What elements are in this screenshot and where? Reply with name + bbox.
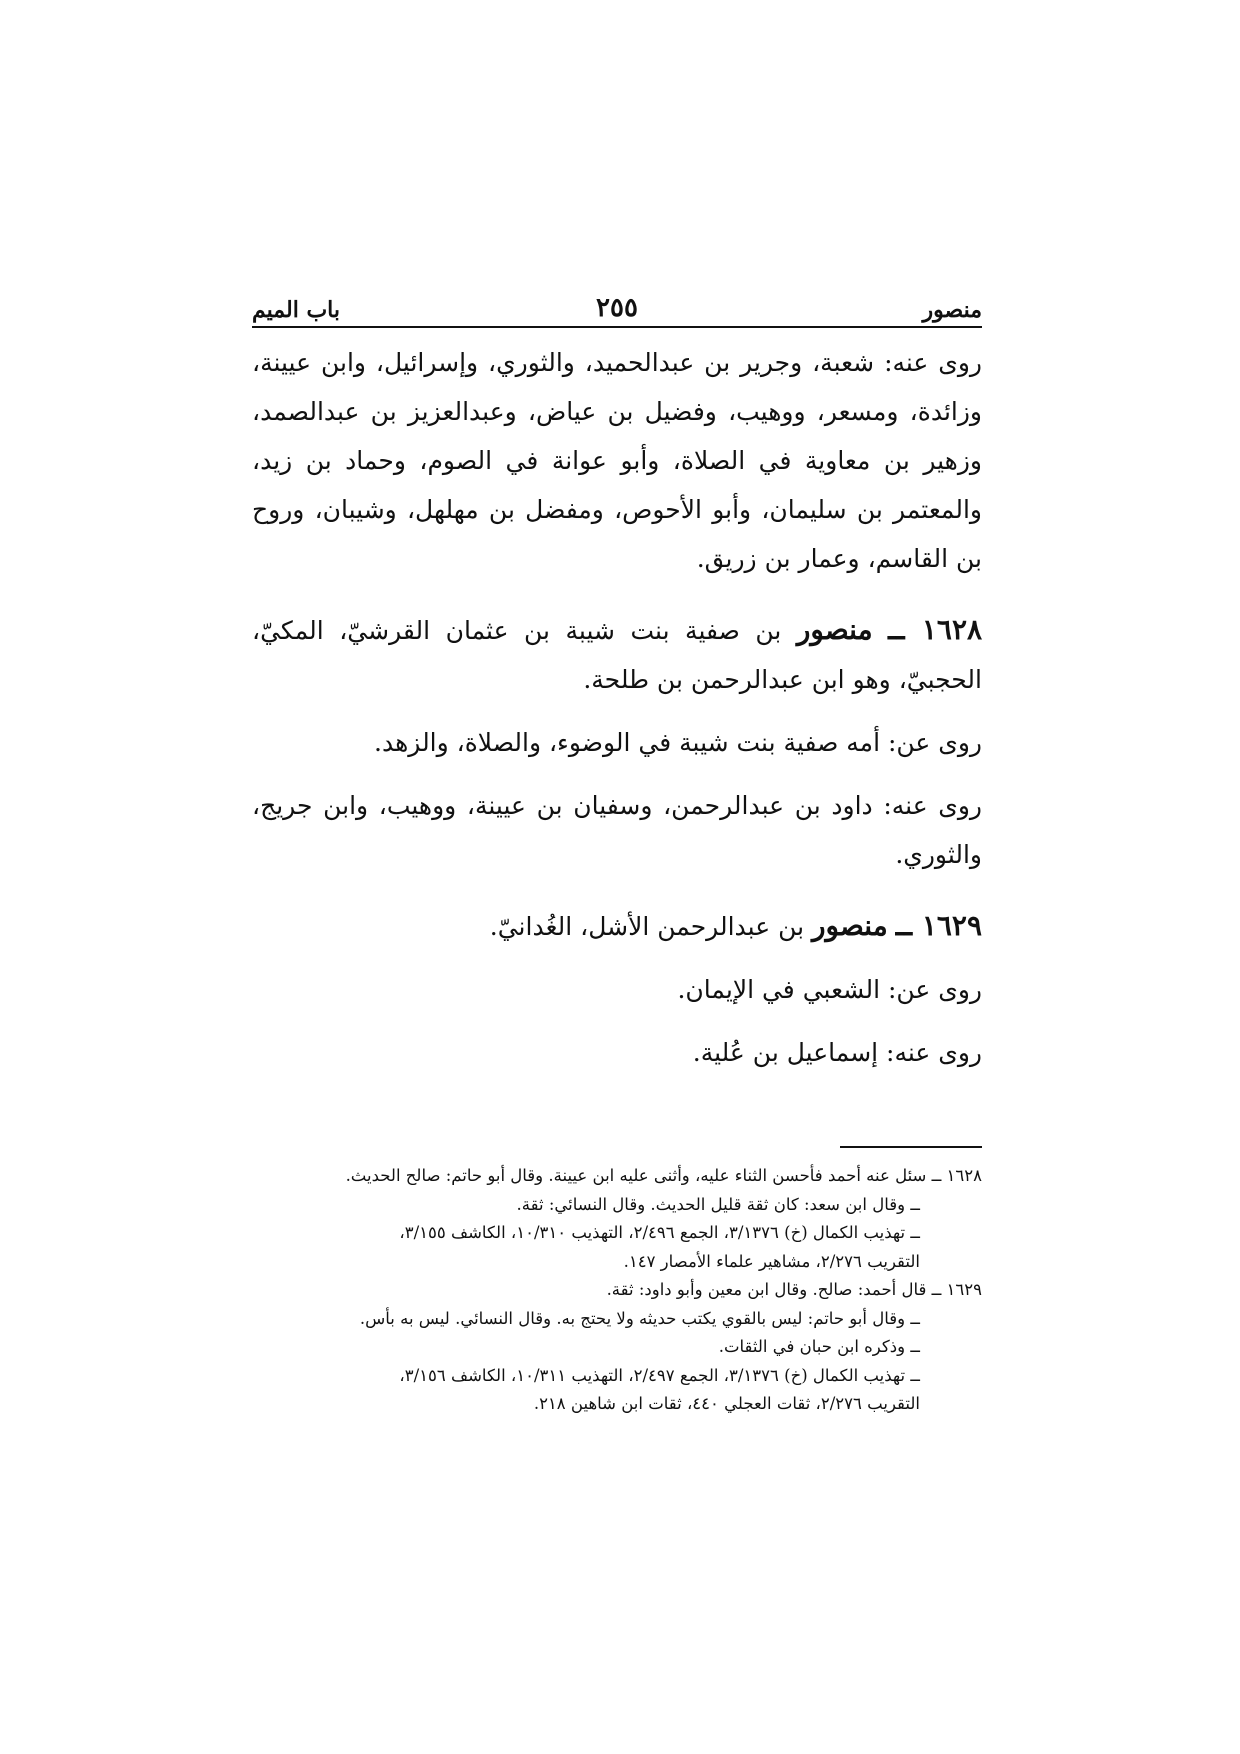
entry-1629-heading bbox=[252, 901, 982, 951]
main-text bbox=[252, 338, 982, 1077]
footnote-line: ١٦٢٩ ــ قال أحمد: صالح. وقال ابن معين وأبو داود: ثقة. bbox=[606, 1280, 982, 1299]
entry-1629-narrated-from: روى عن: الشعبي في الإيمان. bbox=[677, 975, 982, 1004]
entry-name: منصور bbox=[796, 613, 873, 646]
footnote-line: ــ تهذيب الكمال (خ) ٣/١٣٧٦، الجمع ٢/٤٩٦، التهذيب ١٠/٣١٠، الكاشف ٣/١٥٥، bbox=[399, 1223, 920, 1242]
footnote-line: ــ وقال ابن سعد: كان ثقة قليل الحديث. وقال النسائي: ثقة. bbox=[516, 1194, 920, 1214]
entry-number: ١٦٢٨ ــ bbox=[888, 613, 983, 646]
footnote-line: ــ وقال أبو حاتم: ليس بالقوي يكتب حديثه ولا يحتج به. وقال النسائي. ليس به بأس. bbox=[359, 1308, 920, 1328]
footnote-line: التقريب ٢/٢٧٦، ثقات العجلي ٤٤٠، ثقات ابن شاهين ٢١٨. bbox=[533, 1394, 920, 1413]
narrators-from-paragraph: روى عنه: شعبة، وجرير بن عبدالحميد، والثوري، وإسرائيل، وابن عيينة، وزائدة، ومسعر، ووهيب، وفضيل بن عياض، وعبدالعزيز بن عبدالصمد، وزهير بن معاوية في الصلاة، وأبو عوانة في الصوم، وحماد بن زيد، والمعتمر بن سليمان، وأبو الأحوص، ومفضل بن مهلهل، وشيبان، وروح بن القاسم، وعمار بن زريق. bbox=[252, 348, 982, 573]
footnote-line: ــ تهذيب الكمال (خ) ٣/١٣٧٦، الجمع ٢/٤٩٧، التهذيب ١٠/٣١١، الكاشف ٣/١٥٦، bbox=[399, 1365, 920, 1385]
entry-lineage: بن عبدالرحمن الأشل، الغُدانيّ. bbox=[489, 912, 813, 941]
page-header bbox=[252, 283, 982, 323]
entry-1628-narrated-by: روى عنه: داود بن عبدالرحمن، وسفيان بن عيينة، ووهيب، وابن جريج، والثوري. bbox=[252, 791, 982, 869]
entry-1629-narrated-by: روى عنه: إسماعيل بن عُلية. bbox=[692, 1038, 982, 1067]
running-title: منصور bbox=[922, 297, 982, 323]
entry-1628-narrated-from: روى عن: أمه صفية بنت شيبة في الوضوء، والصلاة، والزهد. bbox=[374, 728, 982, 757]
footnote-line: ١٦٢٨ ــ سئل عنه أحمد فأحسن الثناء عليه، وأثنى عليه ابن عيينة. وقال أبو حاتم: صالح الحديث. bbox=[345, 1166, 982, 1185]
entry-1628-heading bbox=[252, 605, 982, 704]
page-number: ٢٥٥ bbox=[596, 293, 638, 323]
chapter-title: باب الميم bbox=[252, 297, 341, 323]
entry-name: منصور bbox=[812, 909, 888, 942]
footnotes bbox=[252, 1162, 982, 1419]
header-rule bbox=[252, 326, 982, 328]
entry-lineage: بن صفية بنت شيبة بن عثمان القرشيّ، المكيّ، الحجبيّ، وهو ابن عبدالرحمن بن طلحة. bbox=[252, 616, 982, 694]
footnote-rule bbox=[840, 1146, 982, 1148]
footnote-line: التقريب ٢/٢٧٦، مشاهير علماء الأمصار ١٤٧. bbox=[623, 1251, 920, 1271]
entry-number: ١٦٢٩ ــ bbox=[895, 909, 982, 942]
footnote-line: ــ وذكره ابن حبان في الثقات. bbox=[718, 1337, 920, 1356]
